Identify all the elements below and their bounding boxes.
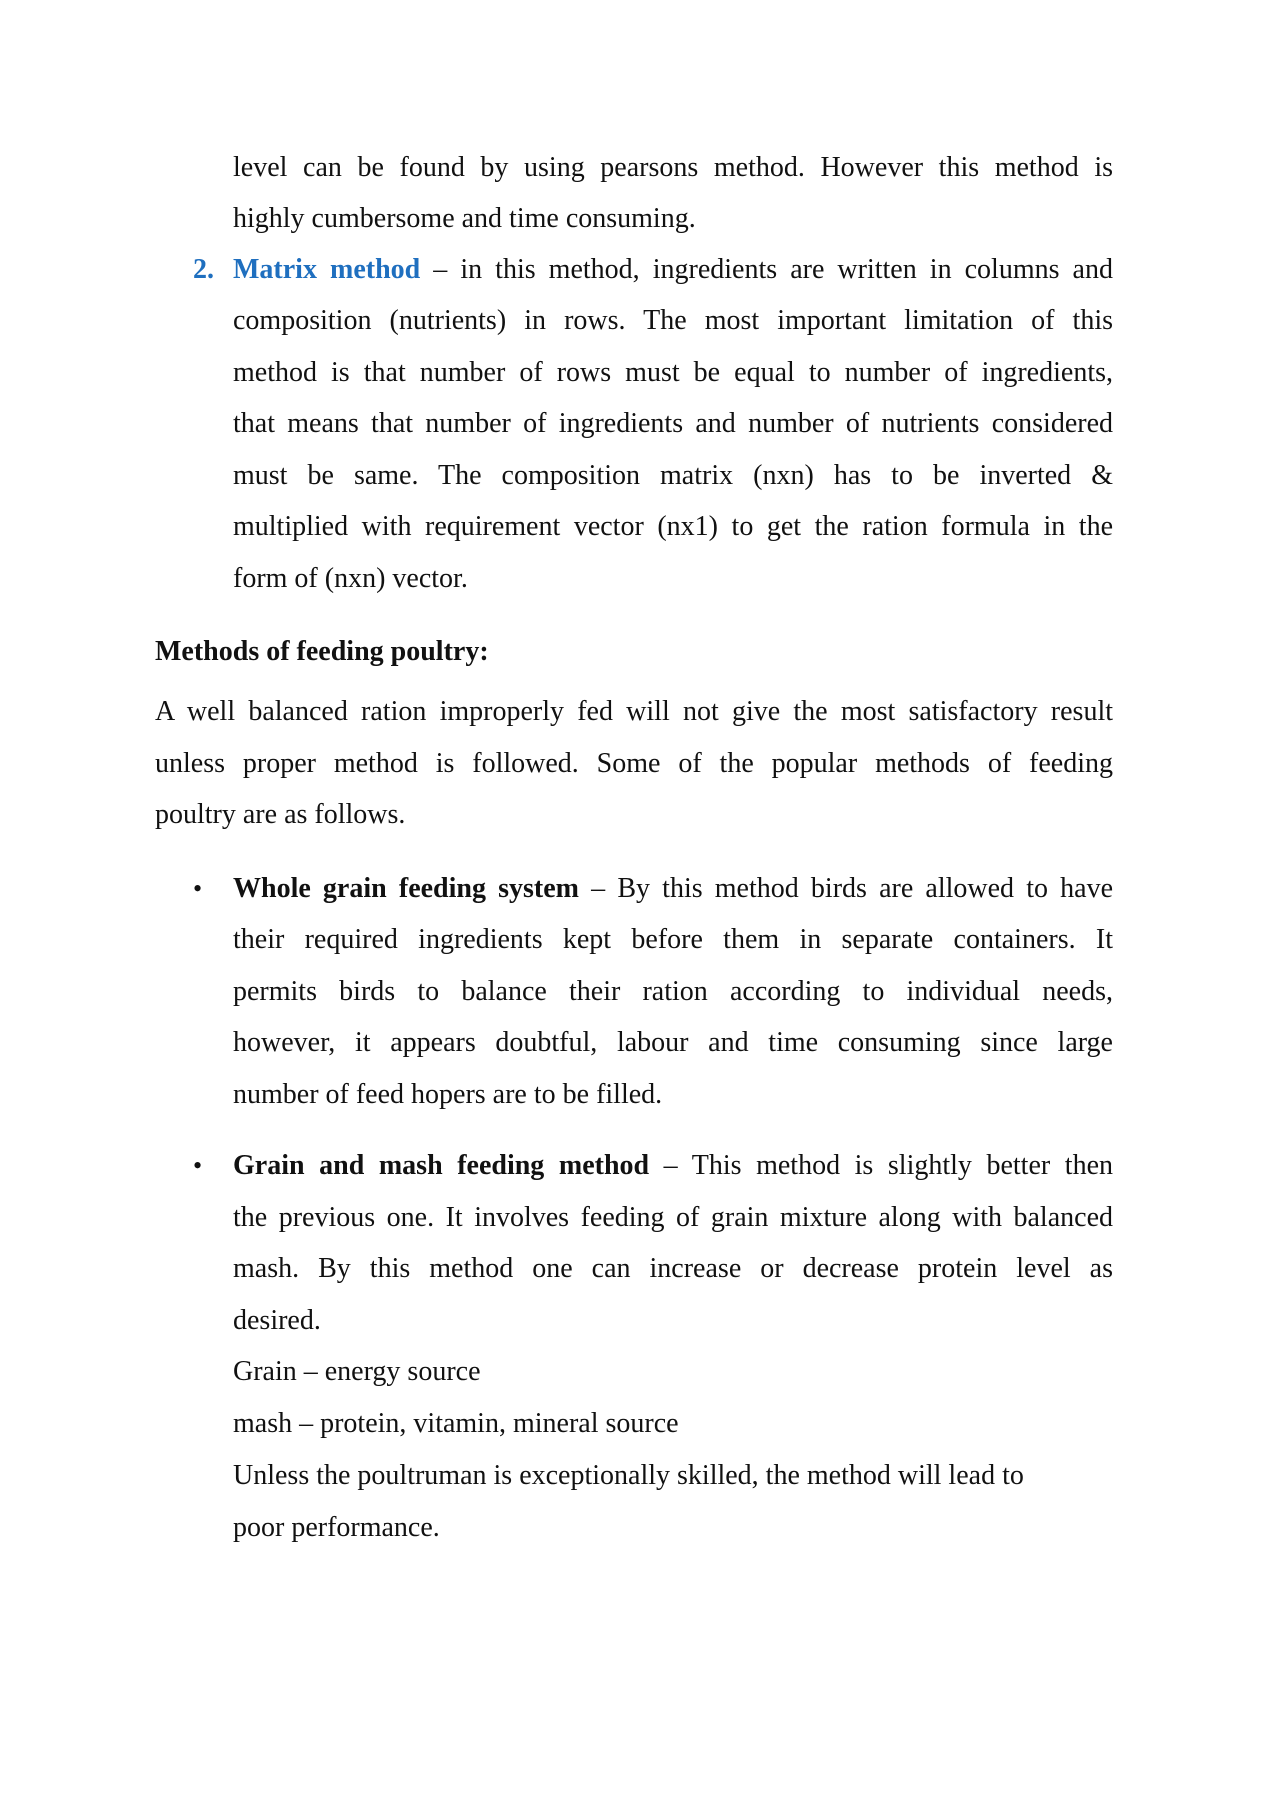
grain-mash-line-1 bbox=[233, 1146, 1113, 1186]
matrix-line-2: composition (nutrients) in rows. The most important limitation of this bbox=[233, 305, 1113, 336]
matrix-method-title: Matrix method bbox=[233, 254, 421, 285]
matrix-line-5: must be same. The composition matrix (nxn) has to be inverted & bbox=[233, 460, 1113, 491]
section-heading: Methods of feeding poultry: bbox=[155, 636, 489, 667]
grain-mash-line-6: mash – protein, vitamin, mineral source bbox=[233, 1408, 679, 1439]
whole-grain-line-5: number of feed hopers are to be filled. bbox=[233, 1079, 663, 1110]
matrix-line-4: that means that number of ingredients and number of nutrients considered bbox=[233, 408, 1113, 439]
grain-mash-line-8: poor performance. bbox=[233, 1512, 440, 1543]
list-number-2: 2. bbox=[193, 254, 214, 285]
matrix-line-3: method is that number of rows must be equal to number of ingredients, bbox=[233, 357, 1113, 388]
whole-grain-line-3: permits birds to balance their ration according to individual needs, bbox=[233, 976, 1113, 1007]
bullet-icon: • bbox=[193, 874, 203, 903]
whole-grain-line-4: however, it appears doubtful, labour and time consuming since large bbox=[233, 1027, 1113, 1058]
feeding-intro-line-1: A well balanced ration improperly fed will not give the most satisfactory result bbox=[155, 696, 1113, 727]
whole-grain-line-1 bbox=[233, 869, 1113, 909]
grain-mash-title: Grain and mash feeding method bbox=[233, 1150, 650, 1181]
intro-line-1: level can be found by using pearsons method. However this method is bbox=[233, 152, 1113, 183]
feeding-intro-line-3: poultry are as follows. bbox=[155, 799, 406, 830]
matrix-line-1-text: – in this method, ingredients are written in columns and bbox=[420, 254, 1113, 285]
matrix-line-6: multiplied with requirement vector (nx1) to get the ration formula in the bbox=[233, 511, 1113, 542]
matrix-line-7: form of (nxn) vector. bbox=[233, 563, 468, 594]
grain-mash-line-4: desired. bbox=[233, 1305, 321, 1336]
bullet-icon: • bbox=[193, 1151, 203, 1180]
grain-mash-line-3: mash. By this method one can increase or decrease protein level as bbox=[233, 1253, 1113, 1284]
grain-mash-line-2: the previous one. It involves feeding of grain mixture along with balanced bbox=[233, 1202, 1113, 1233]
grain-mash-line-1-text: – This method is slightly better then bbox=[649, 1150, 1113, 1181]
whole-grain-title: Whole grain feeding system bbox=[233, 873, 580, 904]
feeding-intro-line-2: unless proper method is followed. Some of the popular methods of feeding bbox=[155, 748, 1113, 779]
grain-mash-line-5: Grain – energy source bbox=[233, 1356, 481, 1387]
whole-grain-line-2: their required ingredients kept before them in separate containers. It bbox=[233, 924, 1113, 955]
intro-line-2: highly cumbersome and time consuming. bbox=[233, 203, 696, 234]
matrix-line-1 bbox=[233, 250, 1113, 290]
grain-mash-line-7: Unless the poultruman is exceptionally skilled, the method will lead to bbox=[233, 1460, 1024, 1491]
whole-grain-line-1-text: – By this method birds are allowed to have bbox=[579, 873, 1113, 904]
